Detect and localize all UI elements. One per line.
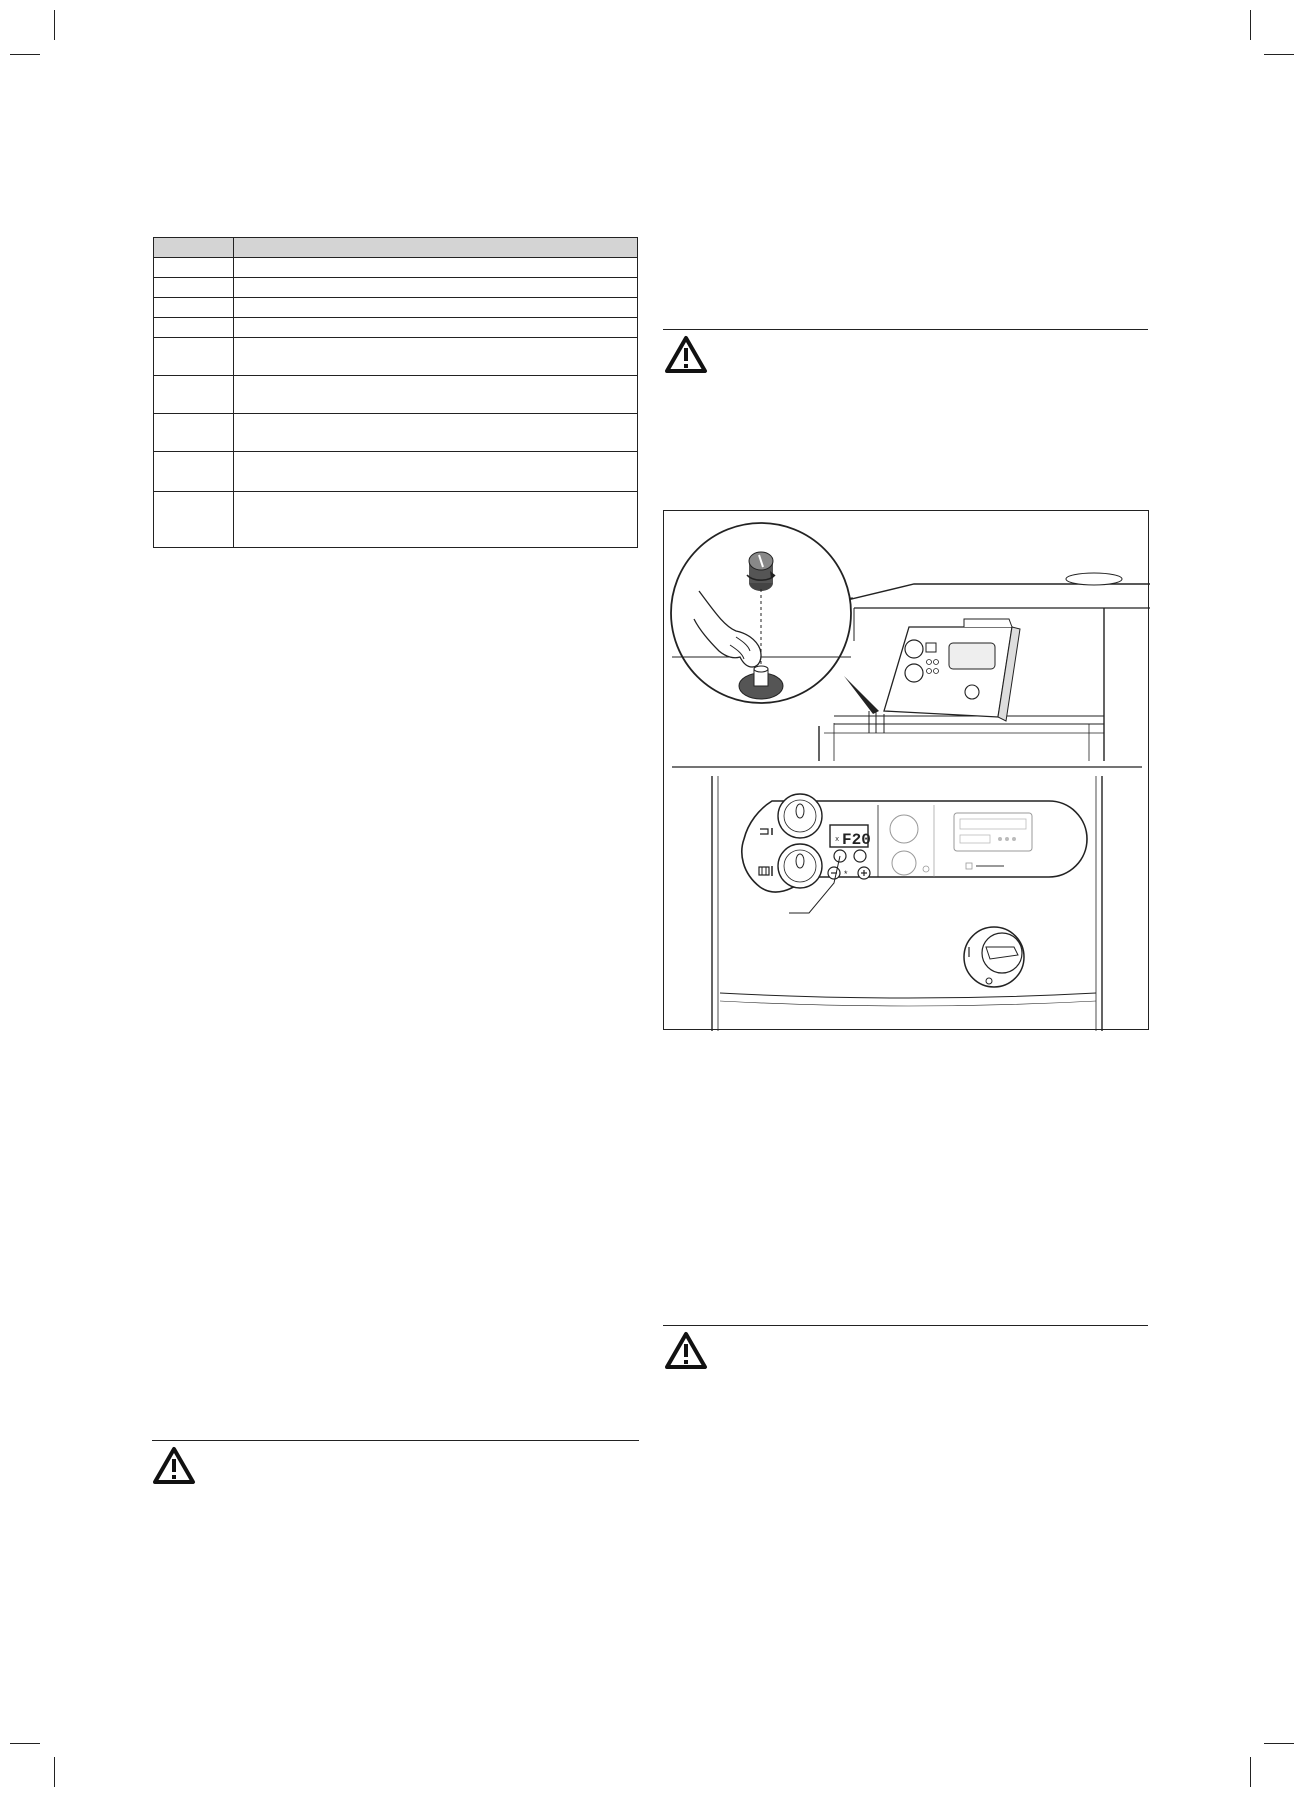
crop-mark xyxy=(10,1743,40,1744)
crop-mark xyxy=(10,54,40,55)
crop-mark xyxy=(54,10,55,40)
table-row xyxy=(154,278,638,298)
table-header-row xyxy=(154,238,638,258)
warning-icon xyxy=(664,1331,708,1371)
table-row xyxy=(154,258,638,278)
boiler-illustration xyxy=(664,511,1150,1031)
power-switch-icon xyxy=(964,927,1024,987)
warning-icon xyxy=(152,1446,196,1486)
crop-mark xyxy=(1264,54,1294,55)
svg-text:x: x xyxy=(835,836,840,844)
warning-rule xyxy=(663,1325,1148,1326)
table-row xyxy=(154,298,638,318)
crop-mark xyxy=(1250,10,1251,40)
display-code: F20 xyxy=(842,831,871,849)
table-row xyxy=(154,452,638,492)
svg-text:*: * xyxy=(844,869,848,879)
warning-rule xyxy=(152,1440,639,1441)
table-row xyxy=(154,318,638,338)
boiler-figure xyxy=(663,510,1149,1030)
warning-rule xyxy=(663,329,1148,330)
crop-mark xyxy=(54,1757,55,1787)
table-row xyxy=(154,492,638,548)
table-row xyxy=(154,414,638,452)
table-row xyxy=(154,376,638,414)
table-row xyxy=(154,338,638,376)
crop-mark xyxy=(1250,1757,1251,1787)
warning-icon xyxy=(664,335,708,375)
crop-mark xyxy=(1264,1743,1294,1744)
code-table xyxy=(153,237,638,548)
